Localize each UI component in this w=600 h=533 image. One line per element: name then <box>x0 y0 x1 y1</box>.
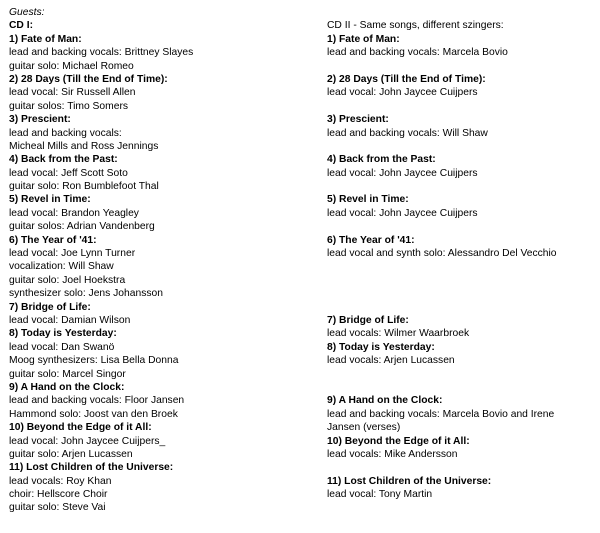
spacer <box>327 274 599 287</box>
cd2-track-title: 1) Fate of Man: <box>327 33 400 45</box>
cd1-track-credit: guitar solo: Michael Romeo <box>9 60 134 72</box>
cd1-track-credit: lead vocal: John Jaycee Cuijpers_ <box>9 435 166 447</box>
cd2-track-credit: lead and backing vocals: Will Shaw <box>327 127 488 139</box>
spacer <box>327 60 599 73</box>
cd2-track-credit: lead and backing vocals: Marcela Bovio and Irene <box>327 408 555 420</box>
cd2-track-credit: lead vocal: Tony Martin <box>327 489 433 501</box>
cd1-track-credit: lead and backing vocals: <box>9 127 122 139</box>
cd1-track-credit: lead vocal: Dan Swanö <box>9 341 115 353</box>
spacer <box>327 100 599 113</box>
cd1-track-title: 7) Bridge of Life: <box>9 301 91 313</box>
spacer <box>327 461 599 474</box>
cd1-track-title: 10) Beyond the Edge of it All: <box>9 422 152 434</box>
cd1-track-credit: synthesizer solo: Jens Johansson <box>9 288 163 300</box>
guests-heading: Guests: <box>9 7 45 18</box>
cd2-track-title: 8) Today is Yesterday: <box>327 341 435 353</box>
cd2-track-credit: lead vocal: John Jaycee Cuijpers <box>327 167 478 179</box>
cd1-track-title: 1) Fate of Man: <box>9 33 82 45</box>
cd2-track-credit: lead vocal: John Jaycee Cuijpers <box>327 87 478 99</box>
cd1-track-title: 2) 28 Days (Till the End of Time): <box>9 73 168 85</box>
cd1-track-credit: lead vocal: Brandon Yeagley <box>9 207 139 219</box>
cd2-track-credit: lead and backing vocals: Marcela Bovio <box>327 47 508 59</box>
cd1-track-credit: vocalization: Will Shaw <box>9 261 114 273</box>
cd1-track-title: 5) Revel in Time: <box>9 194 91 206</box>
spacer <box>327 260 599 273</box>
cd2-track-title: 10) Beyond the Edge of it All: <box>327 435 470 447</box>
cd1-track-title: 11) Lost Children of the Universe: <box>9 462 174 474</box>
cd1-track-title: 4) Back from the Past: <box>9 154 118 166</box>
cd1-track-credit: guitar solo: Joel Hoekstra <box>9 274 126 286</box>
cd2-track-title: 2) 28 Days (Till the End of Time): <box>327 73 486 85</box>
cd1-track-credit: guitar solos: Timo Somers <box>9 100 129 112</box>
cd1-track-credit: lead vocal: Damian Wilson <box>9 314 131 326</box>
cd2-track-credit: lead vocals: Wilmer Waarbroek <box>327 328 470 340</box>
cd2-track-credit: lead vocal: John Jaycee Cuijpers <box>327 207 478 219</box>
cd1-track-title: 3) Prescient: <box>9 114 71 126</box>
cd2-track-title: 11) Lost Children of the Universe: <box>327 475 492 487</box>
cd1-track-credit: lead and backing vocals: Brittney Slayes <box>9 47 194 59</box>
cd1-track-credit: guitar solos: Adrian Vandenberg <box>9 221 155 233</box>
cd1-track-credit: lead vocal: Sir Russell Allen <box>9 87 136 99</box>
cd2-track-credit: Jansen (verses) <box>327 422 401 434</box>
cd1-column <box>9 6 309 515</box>
cd2-track-title: 7) Bridge of Life: <box>327 314 409 326</box>
cd1-track-credit: choir: Hellscore Choir <box>9 489 108 501</box>
spacer <box>327 287 599 300</box>
spacer <box>327 301 599 314</box>
cd1-track-title: 8) Today is Yesterday: <box>9 328 117 340</box>
cd2-track-title: 9) A Hand on the Clock: <box>327 395 443 407</box>
cd1-track-credit: Moog synthesizers: Lisa Bella Donna <box>9 355 179 367</box>
cd2-track-credit: lead vocal and synth solo: Alessandro Del Vecchio <box>327 248 557 260</box>
cd1-track-credit: Micheal Mills and Ross Jennings <box>9 140 159 152</box>
cd2-title: CD II - Same songs, different szingers: <box>327 20 504 32</box>
cd1-track-credit: guitar solo: Ron Bumblefoot Thal <box>9 181 159 193</box>
spacer <box>327 220 599 233</box>
cd2-track-credit: lead vocals: Arjen Lucassen <box>327 355 455 367</box>
cd1-track-credit: lead vocals: Roy Khan <box>9 475 112 487</box>
cd1-track-credit: Hammond solo: Joost van den Broek <box>9 408 178 420</box>
cd1-title: CD I: <box>9 20 34 32</box>
cd1-track-credit: guitar solo: Arjen Lucassen <box>9 448 133 460</box>
spacer <box>327 381 599 394</box>
cd1-track-credit: lead vocal: Joe Lynn Turner <box>9 248 136 260</box>
cd1-track-credit: guitar solo: Marcel Singor <box>9 368 126 380</box>
cd2-track-title: 3) Prescient: <box>327 114 389 126</box>
cd2-track-title: 4) Back from the Past: <box>327 154 436 166</box>
cd1-track-credit: lead and backing vocals: Floor Jansen <box>9 395 185 407</box>
spacer <box>327 180 599 193</box>
cd2-column <box>327 19 599 501</box>
spacer <box>327 368 599 381</box>
cd2-track-title: 6) The Year of '41: <box>327 234 415 246</box>
cd1-track-title: 6) The Year of '41: <box>9 234 97 246</box>
cd1-track-credit: lead vocal: Jeff Scott Soto <box>9 167 128 179</box>
cd2-track-title: 5) Revel in Time: <box>327 194 409 206</box>
cd1-track-title: 9) A Hand on the Clock: <box>9 381 125 393</box>
cd1-track-credit: guitar solo: Steve Vai <box>9 502 106 514</box>
cd2-track-credit: lead vocals: Mike Andersson <box>327 448 458 460</box>
spacer <box>327 140 599 153</box>
